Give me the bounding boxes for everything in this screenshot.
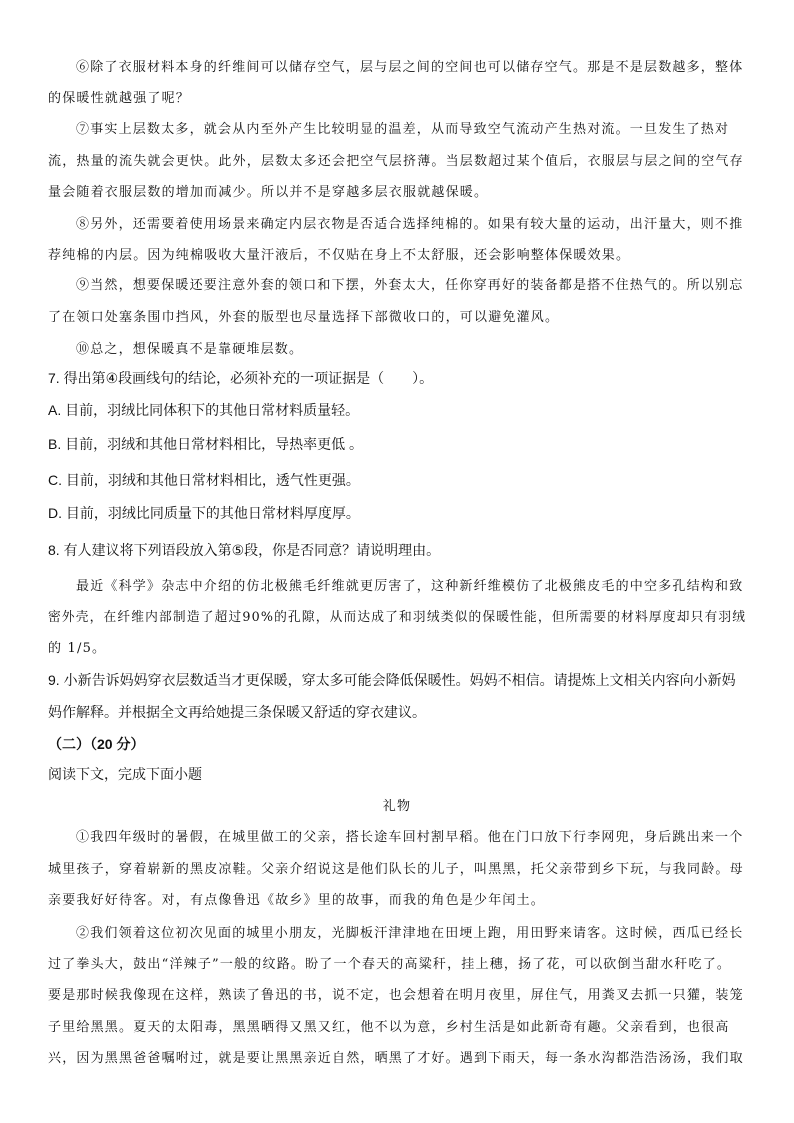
para7-line-2: 流，热量的流失就会更快。此外，层数太多还会把空气层挤薄。当层数超过某个值后，衣服层与层之间的空气存 — [48, 154, 744, 169]
para8-line-2: 荐纯棉的内层。因为纯棉吸收大量汗液后，不仅贴在身上不太舒服，还会影响整体保暖效果。 — [48, 248, 631, 263]
story-para2-line-1: ②我们领着这位初次见面的城里小朋友，光脚板汗津津地在田埂上跑，用田野来请客。这时候，西瓜已经长 — [76, 926, 744, 941]
story-para1-line-2: 城里孩子，穿着崭新的黑皮凉鞋。父亲介绍说这是他们队长的儿子，叫黑黑，托父亲带到乡下玩，与我同龄。母 — [48, 862, 744, 877]
q8-stem: 8. 有人建议将下列语段放入第⑤段，你是否同意？请说明理由。 — [48, 542, 441, 558]
story-para2-line-2: 过了拳头大，鼓出“洋辣子”一般的纹路。盼了一个春天的高粱秆，挂上穗，扬了花，可以砍倒当甜水秆吃了。 — [48, 957, 732, 972]
section2-heading: （二）（20 分） — [48, 736, 145, 752]
para8-line-1: ⑧另外，还需要着使用场景来确定内层衣物是否适合选择纯棉的。如果有较大量的运动，出汗量大，则不推 — [76, 217, 744, 232]
para9-line-2: 了在领口处塞条围巾挡风，外套的版型也尽量选择下部微收口的，可以避免灌风。 — [48, 310, 560, 325]
para10-line: ⑩总之，想保暖真不是靠硬堆层数。 — [76, 342, 304, 357]
q9-line-2: 妈作解释。并根据全文再给她提三条保暖又舒适的穿衣建议。 — [48, 704, 426, 720]
para9-line-1: ⑨当然，想要保暖还要注意外套的领口和下摆，外套太大，任你穿再好的装备都是搭不住热气的。所以别忘 — [76, 278, 744, 293]
q8-material-line-2: 密外壳，在纤维内部制造了超过90%的孔隙，从而达成了和羽绒类似的保暖性能，但所需要的材料厚度却只有羽绒 — [48, 610, 747, 625]
q7-stem: 7. 得出第④段画线句的结论，必须补充的一项证据是（ ）。 — [48, 370, 434, 386]
story-para2-line-3: 要是那时候我像现在这样，熟读了鲁迅的书，说不定，也会想着在明月夜里，屏住气，用粪叉去抓一只獾，装笼 — [48, 988, 744, 1003]
story-para2-line-5: 兴，因为黑黑爸爸嘱咐过，就是要让黑黑亲近自然，晒黑了才好。遇到下雨天，每一条水沟都浩浩汤汤，我们取 — [48, 1051, 744, 1066]
story-para2-line-4: 子里给黑黑。夏天的太阳毒，黑黑晒得又黑又红，他不以为意，乡村生活是如此新奇有趣。父亲看到，也很高 — [48, 1020, 730, 1035]
story-para1-line-1: ①我四年级时的暑假，在城里做工的父亲，搭长途车回村割早稻。他在门口放下行李网兜，身后跳出来一个 — [76, 830, 744, 845]
para6-line-2: 的保暖性就越强了呢？ — [48, 91, 191, 106]
q8-material-line-1: 最近《科学》杂志中介绍的仿北极熊毛纤维就更厉害了，这种新纤维模仿了北极熊皮毛的中空多孔结构和致 — [76, 579, 744, 594]
story-title: 礼物 — [382, 799, 412, 814]
para7-line-3: 量会随着衣服层数的增加而减少。所以并不是穿越多层衣服就越保暖。 — [48, 185, 489, 200]
q7-option-a: A. 目前，羽绒比同体积下的其他日常材料质量轻。 — [48, 402, 360, 418]
section2-instruction: 阅读下文，完成下面小题 — [48, 766, 202, 782]
para7-line-1: ⑦事实上层数太多，就会从内至外产生比较明显的温差，从而导致空气流动产生热对流。一旦发生了热对 — [76, 122, 730, 137]
q8-material-line-3: 的 1/5。 — [48, 641, 107, 656]
q7-option-c: C. 目前，羽绒和其他日常材料相比，透气性更强。 — [48, 472, 360, 488]
q9-line-1: 9. 小新告诉妈妈穿衣层数适当才更保暖，穿太多可能会降低保暖性。妈妈不相信。请提炼上文相关内容向小新妈 — [48, 672, 736, 688]
q7-option-b: B. 目前，羽绒和其他日常材料相比，导热率更低 。 — [48, 436, 364, 452]
q7-option-d: D. 目前，羽绒比同质量下的其他日常材料厚度厚。 — [48, 505, 360, 521]
story-para1-line-3: 亲要我好好待客。对，有点像鲁迅《故乡》里的故事，而我的角色是少年闰土。 — [48, 893, 546, 908]
para6-line-1: ⑥除了衣服材料本身的纤维间可以储存空气，层与层之间的空间也可以储存空气。那是不是层数越多，整体 — [76, 60, 744, 75]
